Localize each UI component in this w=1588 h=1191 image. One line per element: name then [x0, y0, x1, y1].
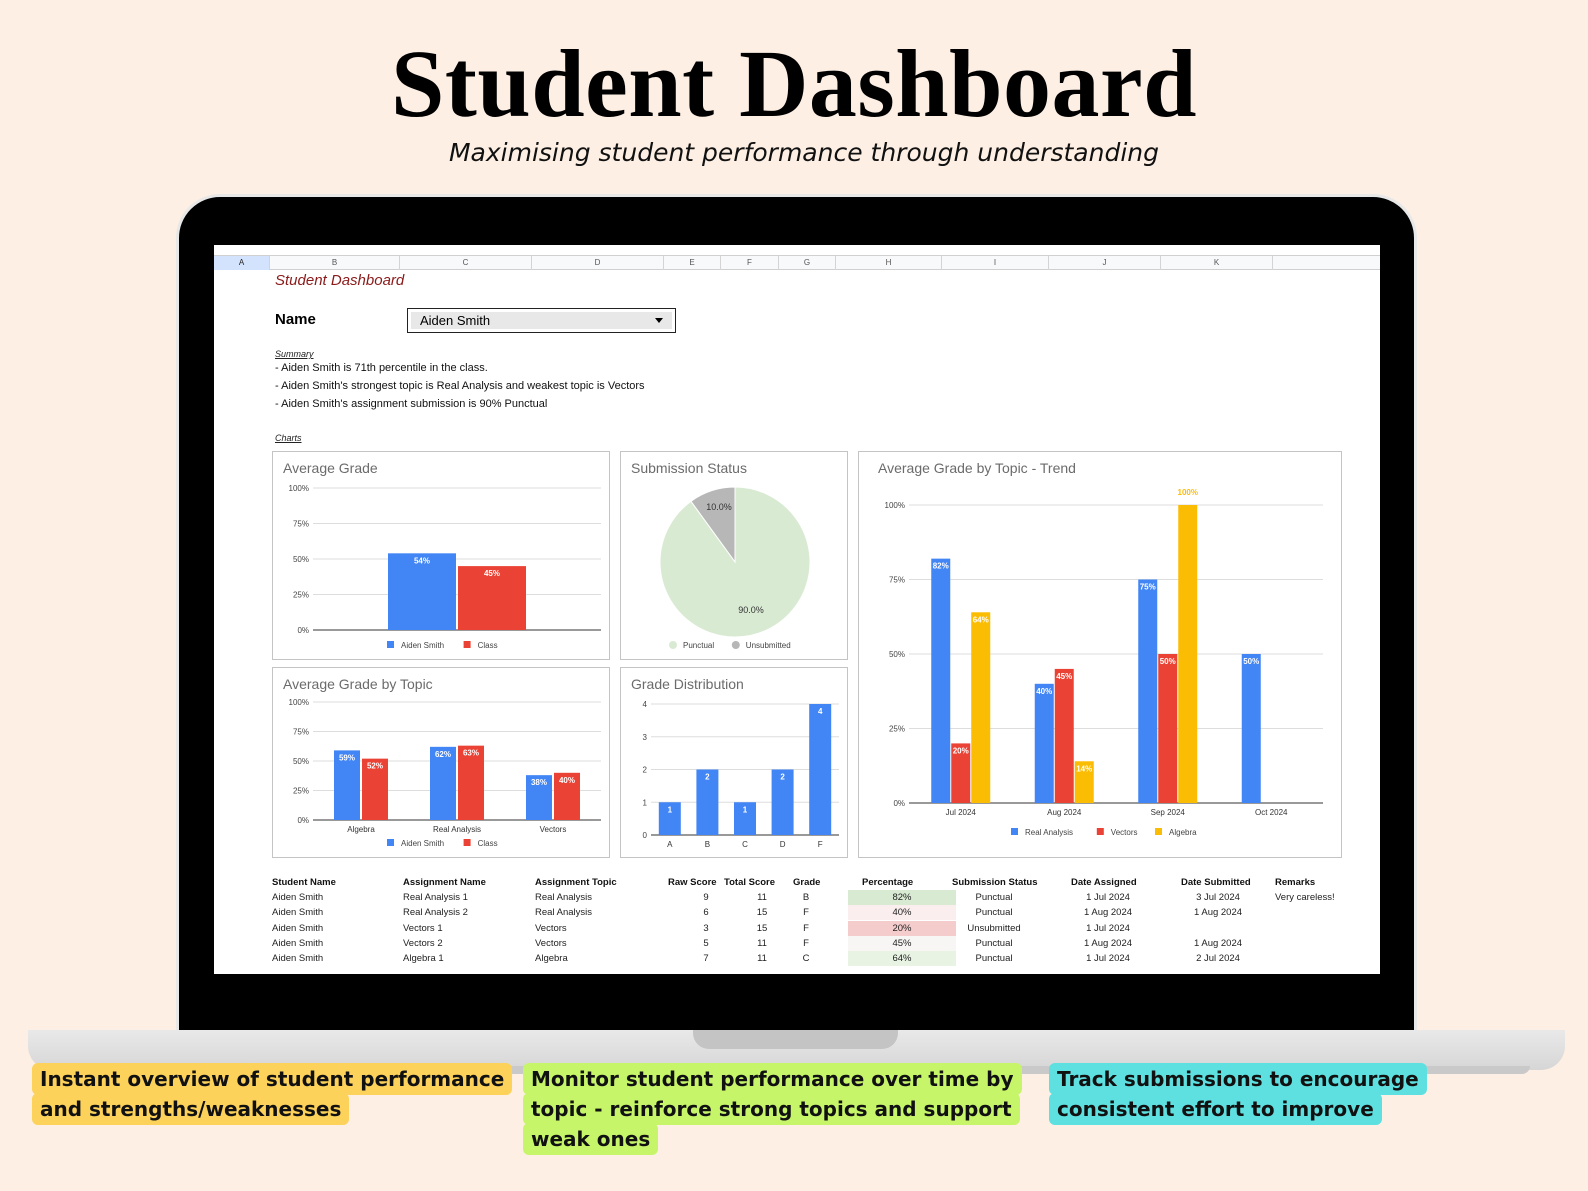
pie-slice-punctual [660, 487, 810, 637]
selected-student-value: Aiden Smith [420, 313, 491, 328]
y-tick-label: 50% [292, 555, 309, 564]
table-header-row [272, 875, 1372, 890]
y-tick-label: 50% [888, 650, 905, 659]
column-header-bar [214, 255, 1380, 270]
table-cell[interactable]: 15 [756, 907, 768, 919]
table-cell[interactable]: 7 [703, 953, 709, 965]
column-header-g[interactable]: G [779, 256, 836, 270]
header-assignment-topic: Assignment Topic [535, 877, 617, 888]
x-tick-label: Aug 2024 [1047, 808, 1082, 817]
submission-status-chart[interactable] [620, 451, 848, 660]
dashboard-title: Student Dashboard [275, 272, 405, 289]
summary-line: - Aiden Smith is 71th percentile in the class. [275, 362, 488, 374]
table-cell[interactable]: Aiden Smith [272, 937, 324, 949]
column-header-h[interactable]: H [836, 256, 942, 270]
average-grade-by-topic-svg [273, 668, 611, 859]
summary-line: - Aiden Smith's assignment submission is 90% Punctual [275, 398, 548, 410]
table-cell[interactable]: 82% [848, 890, 956, 905]
callout-overview-text: Instant overview of student performance and strengths/weaknesses [32, 1063, 512, 1125]
data-label: 14% [1076, 764, 1093, 774]
data-label: 2 [705, 772, 710, 782]
x-tick-label: D [779, 840, 786, 849]
table-cell[interactable]: 40% [848, 905, 956, 920]
legend-label: Aiden Smith [401, 839, 445, 848]
bar-vectors [1055, 669, 1074, 803]
average-grade-svg [273, 452, 611, 661]
name-label: Name [275, 311, 316, 328]
spreadsheet-screen [214, 245, 1380, 974]
data-label: 45% [483, 569, 501, 579]
table-cell[interactable]: C [802, 953, 810, 965]
y-tick-label: 0% [893, 799, 905, 808]
header-grade: Grade [793, 877, 821, 888]
bar-real-analysis [1035, 684, 1054, 803]
header-remarks: Remarks [1275, 877, 1316, 888]
header-total-score: Total Score [724, 877, 776, 888]
column-header-a[interactable]: A [214, 256, 270, 270]
dropdown-caret-icon[interactable] [655, 318, 663, 323]
y-tick-label: 0% [297, 816, 309, 825]
header-date-assigned: Date Assigned [1071, 877, 1137, 888]
table-cell[interactable]: 5 [703, 937, 709, 949]
data-label: 20% [952, 746, 969, 756]
pie-label: 90.0% [738, 605, 764, 615]
data-label: 63% [462, 748, 480, 758]
bar-vectors [1158, 654, 1177, 803]
table-cell[interactable]: 1 Aug 2024 [1193, 937, 1243, 949]
legend-label: Aiden Smith [401, 641, 445, 650]
legend-label: Real Analysis [1025, 828, 1074, 837]
table-cell[interactable]: Aiden Smith [272, 892, 324, 903]
y-tick-label: 0% [297, 626, 309, 635]
average-grade-by-topic-chart[interactable] [272, 667, 610, 858]
header-date-submitted: Date Submitted [1181, 877, 1251, 888]
table-cell[interactable]: Real Analysis 2 [403, 907, 468, 919]
legend-label: Punctual [683, 641, 715, 650]
laptop-notch [693, 1030, 898, 1049]
table-cell[interactable]: Punctual [975, 953, 1013, 965]
table-cell[interactable]: 3 Jul 2024 [1196, 892, 1240, 903]
table-cell[interactable]: Vectors 2 [403, 937, 443, 949]
callout-track-text: Track submissions to encourage consistent effort to improve [1049, 1063, 1427, 1125]
grade-distribution-chart[interactable] [620, 667, 848, 858]
legend-swatch [1011, 828, 1018, 835]
pie-label: 10.0% [706, 502, 732, 512]
column-header-j[interactable]: J [1049, 256, 1161, 270]
table-cell[interactable]: Unsubmitted [967, 922, 1021, 934]
chart-title: Average Grade by Topic [283, 676, 433, 692]
x-tick-label: Oct 2024 [1255, 808, 1288, 817]
table-cell[interactable]: Aiden Smith [272, 907, 324, 919]
x-tick-label: A [667, 840, 673, 849]
x-tick-label: Jul 2024 [945, 808, 976, 817]
table-cell[interactable]: Aiden Smith [272, 922, 324, 934]
table-cell[interactable]: 11 [757, 937, 767, 949]
y-tick-label: 50% [292, 757, 309, 766]
column-header-i[interactable]: I [942, 256, 1049, 270]
table-row [272, 905, 1372, 920]
y-tick-label: 25% [292, 590, 309, 600]
legend-swatch [464, 641, 471, 648]
y-tick-label: 3 [642, 732, 647, 742]
y-tick-label: 75% [292, 519, 309, 529]
y-tick-label: 75% [292, 727, 309, 737]
table-cell[interactable]: Punctual [975, 937, 1013, 949]
y-tick-label: 75% [888, 575, 905, 585]
table-cell[interactable]: B [802, 892, 810, 903]
chart-title: Average Grade [283, 460, 378, 476]
table-cell[interactable]: Vectors [535, 922, 567, 934]
column-header-f[interactable]: F [721, 256, 779, 270]
y-tick-label: 1 [642, 798, 647, 808]
table-cell[interactable]: F [803, 907, 809, 919]
table-cell[interactable]: 3 [703, 922, 709, 934]
data-label: 62% [434, 749, 452, 759]
table-cell[interactable]: Algebra 1 [403, 953, 444, 965]
callout-monitor [523, 1064, 1043, 1154]
legend-swatch [464, 839, 471, 846]
table-cell[interactable]: 11 [757, 892, 767, 903]
legend-swatch [1097, 828, 1104, 835]
x-tick-label: Vectors [539, 825, 567, 834]
bar-real-analysis [1242, 654, 1261, 803]
x-tick-label: C [742, 840, 748, 849]
table-cell[interactable]: 6 [703, 907, 709, 919]
y-tick-label: 2 [642, 765, 647, 775]
table-cell[interactable]: Real Analysis [535, 892, 593, 903]
header-raw-score: Raw Score [668, 877, 717, 888]
data-label: 45% [1056, 671, 1073, 681]
table-cell[interactable]: Vectors 1 [403, 922, 443, 934]
callout-overview [32, 1064, 522, 1124]
hero-subtitle: Maximising student performance through understanding [448, 138, 1160, 167]
table-row [272, 951, 1372, 966]
header-student-name: Student Name [272, 877, 336, 888]
legend-label: Algebra [1169, 828, 1197, 837]
x-tick-label: Algebra [347, 825, 375, 834]
table-cell[interactable]: Vectors [535, 937, 567, 949]
data-label: 64% [972, 615, 989, 625]
bar-algebra [971, 612, 990, 803]
legend-swatch [669, 641, 677, 649]
table-row [272, 890, 1372, 905]
table-cell[interactable]: 20% [848, 921, 956, 936]
legend-label: Unsubmitted [745, 641, 791, 650]
submission-status-svg [621, 452, 849, 661]
hero-title: Student Dashboard [390, 30, 1198, 137]
data-label: 1 [667, 805, 673, 815]
table-cell[interactable]: 64% [848, 951, 956, 966]
legend-swatch [387, 641, 394, 648]
table-row [272, 921, 1372, 936]
table-cell[interactable]: 1 Aug 2024 [1083, 907, 1133, 919]
data-label: 75% [1139, 582, 1156, 592]
data-label: 40% [558, 775, 576, 785]
student-name-dropdown[interactable] [407, 308, 676, 333]
table-row [272, 936, 1372, 951]
bar-algebra [1178, 505, 1197, 803]
header-assignment-name: Assignment Name [403, 877, 486, 888]
column-header-c[interactable]: C [400, 256, 532, 270]
data-label: 4 [817, 707, 823, 716]
y-tick-label: 100% [288, 484, 309, 493]
y-tick-label: 25% [292, 786, 309, 796]
chart-title: Submission Status [631, 460, 747, 476]
table-cell[interactable]: 45% [848, 936, 956, 951]
column-header-d[interactable]: D [532, 256, 664, 270]
summary-label: Summary [275, 349, 314, 359]
data-label: 50% [1243, 657, 1260, 666]
average-grade-chart[interactable] [272, 451, 610, 660]
column-header-e[interactable]: E [664, 256, 721, 270]
legend-swatch [1155, 828, 1162, 835]
chart-title: Average Grade by Topic - Trend [878, 460, 1076, 476]
charts-label: Charts [275, 433, 302, 443]
y-tick-label: 25% [888, 724, 905, 734]
data-label: 2 [780, 772, 785, 782]
table-cell[interactable]: 11 [757, 953, 767, 965]
legend-label: Class [477, 641, 498, 650]
header-submission-status: Submission Status [952, 877, 1038, 888]
data-label: 38% [530, 778, 548, 788]
table-cell[interactable]: 15 [756, 922, 768, 934]
y-tick-label: 100% [884, 501, 905, 510]
x-tick-label: F [817, 840, 823, 849]
legend-swatch [387, 839, 394, 846]
data-label: 54% [413, 556, 431, 566]
average-grade-by-topic-trend-chart[interactable] [858, 451, 1342, 858]
grade-distribution-svg [621, 668, 849, 859]
table-cell[interactable]: 1 Jul 2024 [1086, 953, 1130, 965]
y-tick-label: 100% [288, 698, 309, 707]
column-header-b[interactable]: B [270, 256, 400, 270]
table-cell[interactable]: Punctual [975, 892, 1013, 903]
trend-svg [859, 452, 1343, 859]
data-label: 52% [366, 761, 384, 771]
table-cell[interactable]: 1 Jul 2024 [1086, 892, 1130, 903]
table-cell[interactable]: F [803, 922, 809, 934]
data-label: 100% [1177, 488, 1198, 497]
table-cell[interactable]: 1 Aug 2024 [1193, 907, 1243, 919]
legend-label: Vectors [1110, 828, 1138, 837]
table-cell[interactable]: 2 Jul 2024 [1196, 953, 1240, 965]
summary-line: - Aiden Smith's strongest topic is Real Analysis and weakest topic is Vectors [275, 380, 645, 392]
data-label: 1 [742, 805, 748, 815]
table-cell[interactable]: 1 Aug 2024 [1083, 937, 1133, 949]
x-tick-label: Real Analysis [432, 825, 482, 834]
data-label: 59% [338, 753, 356, 763]
data-label: 40% [1036, 686, 1053, 696]
bar-real-analysis [1138, 580, 1157, 804]
table-cell[interactable]: Punctual [975, 907, 1013, 919]
x-tick-label: B [704, 840, 711, 849]
callout-monitor-text: Monitor student performance over time by topic - reinforce strong topics and support weak ones [523, 1063, 1022, 1155]
callout-track [1049, 1064, 1519, 1124]
column-header-k[interactable]: K [1161, 256, 1273, 270]
data-label: 50% [1159, 657, 1176, 666]
y-tick-label: 4 [642, 700, 647, 709]
y-tick-label: 0 [642, 831, 647, 840]
bar-count [809, 704, 831, 835]
table-cell[interactable]: Real Analysis [535, 907, 593, 919]
table-cell[interactable]: Real Analysis 1 [403, 892, 468, 903]
table-cell[interactable]: 9 [703, 892, 709, 903]
table-cell[interactable]: F [803, 937, 809, 949]
legend-swatch [732, 641, 740, 649]
x-tick-label: Sep 2024 [1150, 808, 1185, 817]
header-percentage: Percentage [862, 877, 914, 888]
legend-label: Class [477, 839, 498, 848]
table-cell[interactable]: 1 Jul 2024 [1086, 922, 1130, 934]
bar-real-analysis [931, 559, 950, 803]
chart-title: Grade Distribution [631, 676, 744, 692]
table-cell[interactable]: Algebra [535, 953, 568, 965]
table-cell[interactable]: Very careless! [1275, 892, 1335, 903]
data-label: 82% [932, 561, 949, 571]
table-cell[interactable]: Aiden Smith [272, 953, 324, 965]
